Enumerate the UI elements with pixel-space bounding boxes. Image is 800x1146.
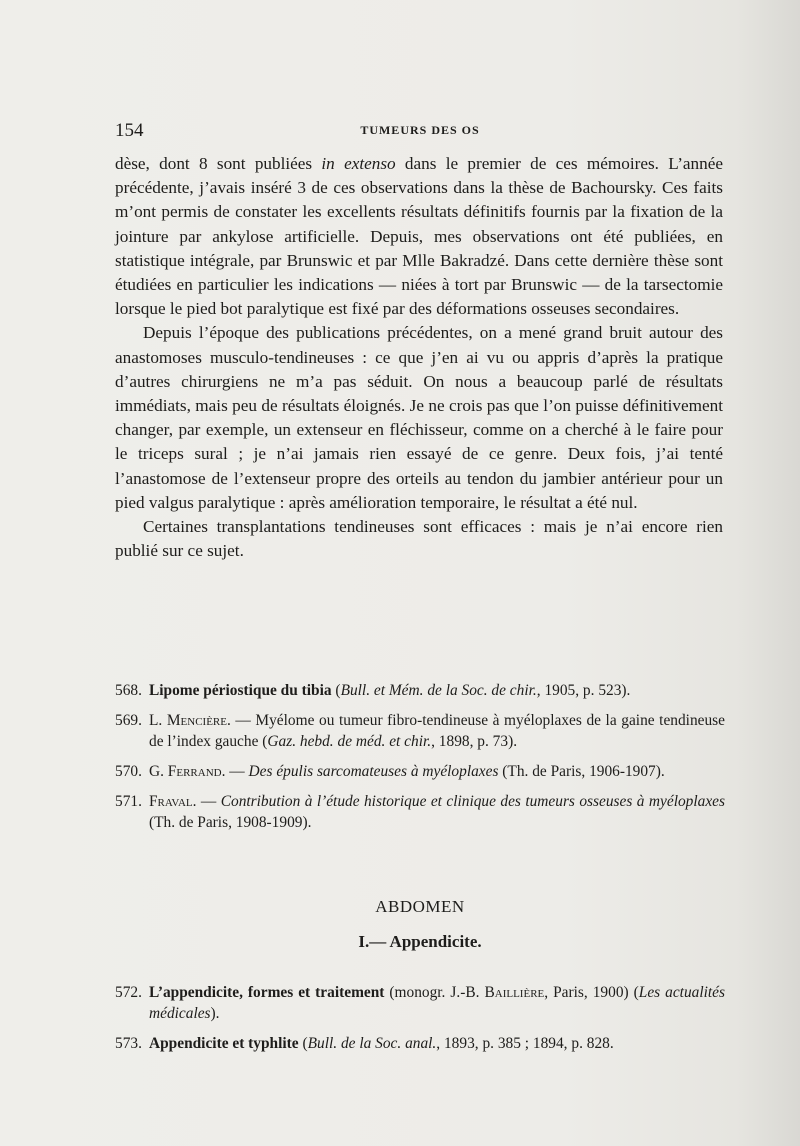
reference-number: 568. [115, 682, 142, 699]
subsection-heading-appendicite: I.— Appendicite. [358, 932, 482, 951]
reference-list-appendicite [115, 982, 725, 1063]
reference-number: 573. [115, 1035, 142, 1052]
reference-journal: Gaz. hebd. de méd. et chir. [267, 733, 432, 750]
reference-item: 569. L. Mencière. — Myélome ou tumeur fibro-tendineuse à myéloplaxes de la gaine tendineuse de l’index gauche (Gaz. hebd. de méd. et chir., 1898, p. 73). [115, 712, 726, 750]
paragraph-3: Certaines transplantations tendineuses sont efficaces : mais je n’ai encore rien publié sur ce sujet. [115, 517, 723, 561]
reference-title: Appendicite et typhlite [149, 1035, 299, 1052]
reference-number: 570. [115, 763, 142, 780]
body-text [115, 152, 723, 563]
section-heading-abdomen: ABDOMEN [375, 897, 465, 916]
reference-author: G. Ferrand. [149, 763, 226, 780]
reference-title: L’appendicite, formes et traitement [149, 984, 385, 1001]
page-number: 154 [115, 120, 144, 141]
reference-author: L. Mencière. [149, 712, 231, 729]
reference-number: 572. [115, 984, 142, 1001]
reference-number: 569. [115, 712, 142, 729]
reference-item: 571. Fraval. — Contribution à l’étude historique et clinique des tumeurs osseuses à myéloplaxes (Th. de Paris, 1908-1909). [115, 793, 725, 831]
reference-journal: Bull. et Mém. de la Soc. de chir. [340, 682, 537, 699]
page-header [115, 120, 725, 140]
reference-journal: Bull. de la Soc. anal. [307, 1035, 437, 1052]
reference-title: Myélome ou tumeur fibro-tendineuse à myéloplaxes de la gaine tendineuse de l’index gauche [149, 712, 726, 750]
reference-title: Contribution à l’étude historique et clinique des tumeurs osseuses à myéloplaxes [220, 793, 725, 810]
reference-journal: Les actualités médicales [149, 984, 725, 1022]
reference-author: Fraval. [149, 793, 197, 810]
reference-item: 568. Lipome périostique du tibia (Bull. et Mém. de la Soc. de chir., 1905, p. 523). [115, 682, 631, 699]
reference-item: 572. L’appendicite, formes et traitement (monogr. J.-B. Baillière, Paris, 1900) (Les actualités médicales). [115, 984, 725, 1022]
reference-title: Lipome périostique du tibia [149, 682, 332, 699]
paragraph-2: Depuis l’époque des publications précédentes, on a mené grand bruit autour des anastomoses musculo-tendineuses : ce que j’en ai vu ou appris d’après la pratique d’autres chirurgiens ne m’a pas séduit. On nous a beaucoup parlé de résultats immédiats, mais peu de résultats éloignés. Je ne crois pas que l’on puisse définitivement changer, par exemple, un extenseur en fléchisseur, comme on a cherché à le faire pour le triceps sural ; je n’ai jamais rien essayé de ce genre. Deux fois, j’ai tenté l’anastomose de l’extenseur propre des orteils au tendon du jambier antérieur pour un pied valgus paralytique : après amélioration temporaire, le résultat a été nul. [115, 323, 723, 512]
reference-number: 571. [115, 793, 142, 810]
reference-publisher: Baillière [484, 984, 545, 1001]
paragraph-1: dèse, dont 8 sont publiées in extenso dans le premier de ces mémoires. L’année précédente, j’avais inséré 3 de ces observations dans la thèse de Bachoursky. Ces faits m’ont permis de constater les excellents résultats définitifs fournis par la fixation de la jointure par ankylose artificielle. Depuis, mes observations ont été publiées, en statistique intégrale, par Brunswic et par Mlle Bakradzé. Dans cette dernière thèse sont étudiées en particulier les indications — niées à tort par Brunswic — de la tarsectomie lorsque le pied bot paralytique est fixé par des déformations osseuses secondaires. [115, 154, 723, 319]
reference-item: 573. Appendicite et typhlite (Bull. de la Soc. anal., 1893, p. 385 ; 1894, p. 828. [115, 1035, 614, 1052]
reference-title: Des épulis sarcomateuses à myéloplaxes [248, 763, 499, 780]
reference-list-tumeurs [115, 680, 725, 842]
reference-item: 570. G. Ferrand. — Des épulis sarcomateuses à myéloplaxes (Th. de Paris, 1906-1907). [115, 763, 665, 780]
running-head: TUMEURS DES OS [360, 123, 480, 137]
